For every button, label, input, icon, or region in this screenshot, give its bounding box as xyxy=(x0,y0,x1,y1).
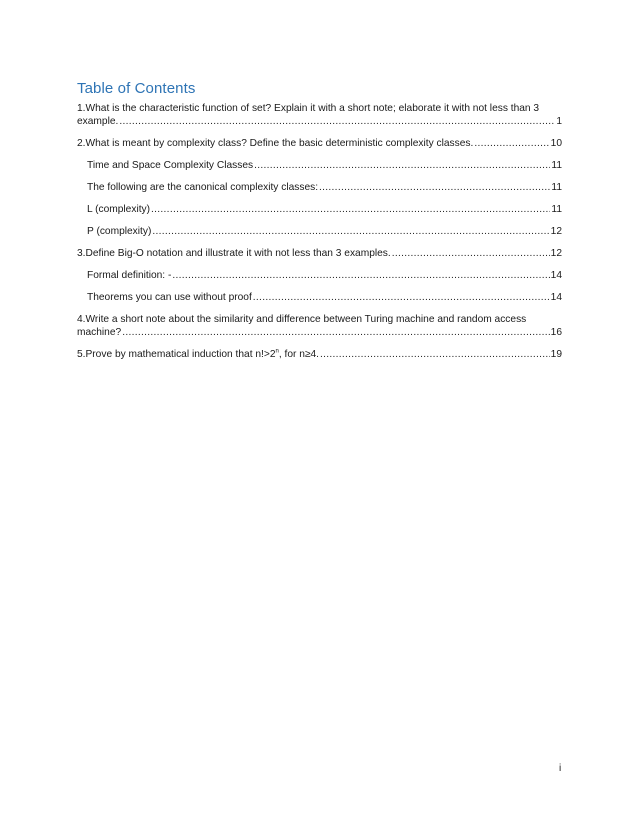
toc-entry-2-1-page: 11 xyxy=(551,160,562,171)
toc-entry-4-line1: 4.Write a short note about the similarity and difference between Turing machine and random access xyxy=(77,314,527,325)
toc-entry-3-2[interactable] xyxy=(77,291,562,304)
toc-leader-dots xyxy=(122,326,549,339)
toc-entry-2-4[interactable] xyxy=(77,225,562,238)
toc-entry-3-2-text: Theorems you can use without proof xyxy=(87,292,252,303)
toc-entry-5-text-after: , for n≥4. xyxy=(278,349,319,360)
table-of-contents xyxy=(77,102,562,370)
toc-entry-2[interactable] xyxy=(77,137,562,150)
toc-entry-2-4-text: P (complexity) xyxy=(87,226,152,237)
toc-leader-dots xyxy=(474,137,549,150)
page-number: i xyxy=(559,763,562,774)
toc-entry-2-page: 10 xyxy=(550,138,562,149)
toc-leader-dots xyxy=(254,159,550,172)
toc-entry-3-text: 3.Define Big-O notation and illustrate it with not less than 3 examples. xyxy=(77,248,391,259)
toc-leader-dots xyxy=(320,348,550,361)
toc-entry-4-page: 16 xyxy=(550,327,562,338)
toc-entry-1-line1: 1.What is the characteristic function of set? Explain it with a short note; elaborate it with not less than 3 xyxy=(77,103,540,114)
toc-leader-dots xyxy=(172,269,549,282)
toc-entry-3-1-text: Formal definition: - xyxy=(87,270,172,281)
toc-leader-dots xyxy=(253,291,550,304)
toc-entry-2-text: 2.What is meant by complexity class? Define the basic deterministic complexity classes. xyxy=(77,138,474,149)
toc-heading: Table of Contents xyxy=(77,80,196,97)
toc-entry-2-1-text: Time and Space Complexity Classes xyxy=(87,160,254,171)
toc-entry-5-superscript: n xyxy=(275,348,279,355)
toc-entry-3-1[interactable] xyxy=(77,269,562,282)
toc-entry-5[interactable] xyxy=(77,348,562,361)
toc-entry-3-2-page: 14 xyxy=(550,292,562,303)
toc-leader-dots xyxy=(119,115,555,128)
toc-entry-5-text-before: 5.Prove by mathematical induction that n!>2 xyxy=(77,349,276,360)
toc-entry-2-1[interactable] xyxy=(77,159,562,172)
toc-entry-1-text: example. xyxy=(77,116,119,127)
toc-entry-3-page: 12 xyxy=(550,248,562,259)
toc-entry-3[interactable] xyxy=(77,247,562,260)
toc-entry-3-1-page: 14 xyxy=(550,270,562,281)
toc-entry-5-text xyxy=(77,348,319,361)
toc-entry-1[interactable] xyxy=(77,102,562,128)
toc-entry-2-3-page: 11 xyxy=(551,204,562,215)
toc-entry-2-2-text: The following are the canonical complexity classes: xyxy=(87,182,319,193)
toc-entry-4-text: machine? xyxy=(77,327,122,338)
toc-entry-2-3-text: L (complexity) xyxy=(87,204,151,215)
toc-entry-4[interactable] xyxy=(77,313,562,339)
toc-leader-dots xyxy=(319,181,550,194)
toc-entry-2-4-page: 12 xyxy=(550,226,562,237)
toc-entry-2-2-page: 11 xyxy=(551,182,562,193)
toc-entry-1-page: 1 xyxy=(556,116,562,127)
toc-entry-2-3[interactable] xyxy=(77,203,562,216)
toc-leader-dots xyxy=(152,225,549,238)
toc-leader-dots xyxy=(392,247,550,260)
toc-entry-2-2[interactable] xyxy=(77,181,562,194)
toc-entry-5-page: 19 xyxy=(550,349,562,360)
toc-leader-dots xyxy=(151,203,550,216)
